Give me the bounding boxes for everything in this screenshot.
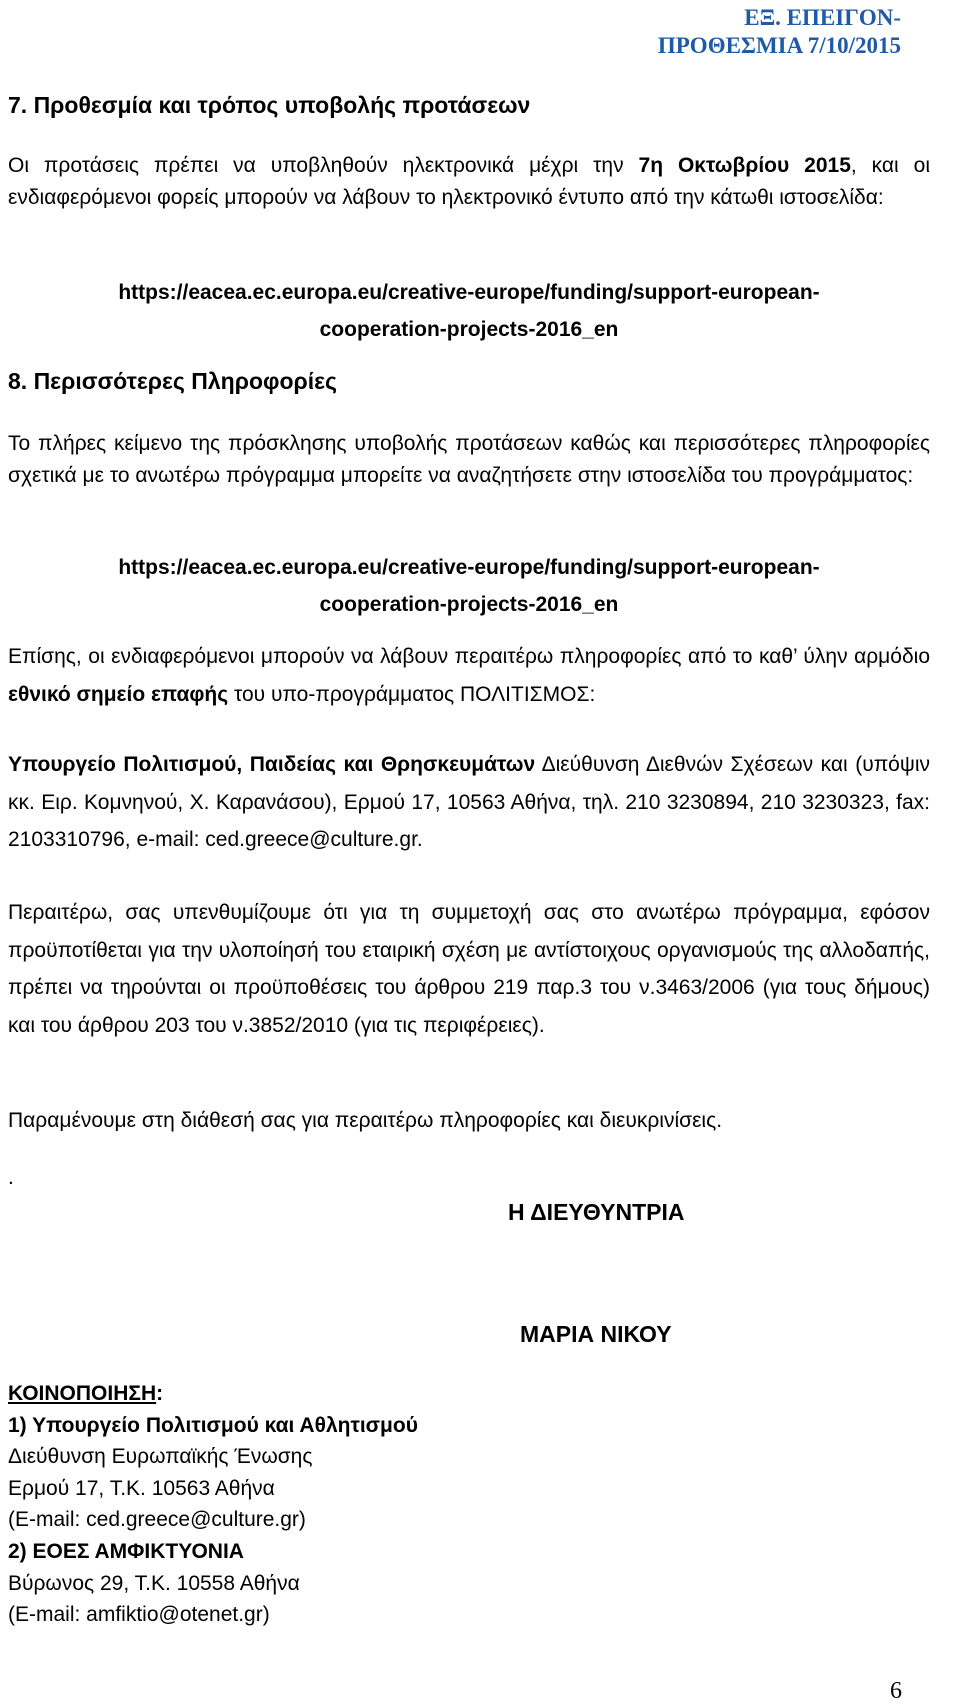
ministry-name: Υπουργείο Πολιτισμού, Παιδείας και Θρησκευμάτων	[8, 753, 536, 776]
distribution-heading: ΚΟΙΝΟΠΟΙΗΣΗ	[8, 1382, 157, 1405]
recipient-2-name: 2) ΕΟΕΣ ΑΜΦΙΚΤΥΟΝΙΑ	[8, 1539, 244, 1563]
section-7-heading: 7. Προθεσμία και τρόπος υποβολής προτάσεων	[8, 92, 531, 118]
urgent-stamp-line-2: ΠΡΟΘΕΣΜΙΑ 7/10/2015	[657, 33, 901, 58]
section-8-body	[8, 428, 930, 492]
recipient-1-line-1: Διεύθυνση Ευρωπαϊκής Ένωσης	[8, 1445, 313, 1469]
urgent-deadline-stamp	[658, 4, 901, 60]
section-7-paragraph	[8, 150, 930, 214]
recipient-1-line-2: Ερμού 17, Τ.Κ. 10563 Αθήνα	[8, 1476, 275, 1500]
section-8-url-link[interactable]	[8, 549, 930, 623]
reminder-block	[8, 894, 930, 1044]
distribution-heading-colon: :	[156, 1382, 164, 1405]
section-8-url-line-1[interactable]: https://eacea.ec.europa.eu/creative-europe/funding/support-european-	[118, 556, 820, 579]
distribution-heading-line	[8, 1378, 418, 1410]
ministry-details: Διεύθυνση Διεθνών Σχέσεων και (υπόψιν κκ. Ειρ. Κομνηνού, Χ. Καρανάσου), Ερμού 17, 10563 Αθήνα, τηλ. 210 3230894, 210 3230323, fax: 2103310796, e-mail: ced.greece@culture.gr.	[8, 753, 930, 851]
ministry-contact-paragraph	[8, 746, 930, 859]
section-8-heading: 8. Περισσότερες Πληροφορίες	[8, 368, 337, 394]
recipient-2-line-1: Βύρωνος 29, Τ.Κ. 10558 Αθήνα	[8, 1571, 300, 1595]
stray-dot: .	[8, 1166, 14, 1189]
section-7-url-line-1[interactable]: https://eacea.ec.europa.eu/creative-europe/funding/support-european-	[118, 281, 820, 304]
section-7-text-after: , και οι ενδιαφερόμενοι φορείς μπορούν να λάβουν το ηλεκτρονικό έντυπο από την κάτωθι ιστοσελίδα:	[8, 154, 930, 209]
recipient-1-line-3: (E-mail: ced.greece@culture.gr)	[8, 1508, 306, 1532]
national-contact-point: εθνικό σημείο επαφής	[8, 682, 229, 706]
ministry-contact-block	[8, 746, 930, 859]
recipient-1-name: 1) Υπουργείο Πολιτισμού και Αθλητισμού	[8, 1413, 418, 1437]
closing-block	[8, 1105, 930, 1137]
section-8-url-line-2[interactable]: cooperation-projects-2016_en	[319, 593, 619, 616]
section-7-body	[8, 150, 930, 214]
deadline-date: 7η Οκτωβρίου 2015	[638, 154, 851, 177]
contact-text-before: Επίσης, οι ενδιαφερόμενοι μπορούν να λάβουν περαιτέρω πληροφορίες από το καθ’ ύλην αρμόδιο	[8, 645, 930, 668]
contact-point-block	[8, 638, 930, 713]
urgent-stamp-line-1: ΕΞ. ΕΠΕΙΓΟΝ-	[744, 5, 901, 30]
section-8-paragraph: Το πλήρες κείμενο της πρόσκλησης υποβολής προτάσεων καθώς και περισσότερες πληροφορίες σχετικά με το ανωτέρω πρόγραμμα μπορείτε να αναζητήσετε στην ιστοσελίδα του προγράμματος:	[8, 432, 930, 487]
signature-name: ΜΑΡΙΑ ΝΙΚΟΥ	[520, 1321, 672, 1347]
contact-text-after: του υπο-προγράμματος ΠΟΛΙΤΙΣΜΟΣ:	[228, 682, 596, 706]
section-7-url-line-2[interactable]: cooperation-projects-2016_en	[319, 318, 619, 341]
section-7-url-link[interactable]	[8, 274, 930, 348]
section-7	[8, 89, 530, 121]
recipient-2-line-2: (E-mail: amfiktio@otenet.gr)	[8, 1603, 270, 1627]
signature-title: Η ΔΙΕΥΘΥΝΤΡΙΑ	[508, 1199, 685, 1225]
page-number: 6	[890, 1678, 902, 1704]
reminder-paragraph: Περαιτέρω, σας υπενθυμίζουμε ότι για τη συμμετοχή σας στο ανωτέρω πρόγραμμα, εφόσον προϋποτίθεται για την υλοποίησή του εταιρική σχέση με αντίστοιχους οργανισμούς της αλλοδαπής, πρέπει να τηρούνται οι προϋποθέσεις του άρθρου 219 παρ.3 του ν.3463/2006 (για τους δήμους) και του άρθρου 203 του ν.3852/2010 (για τις περιφέρειες).	[8, 901, 930, 1037]
distribution-list	[8, 1378, 418, 1631]
closing-sentence: Παραμένουμε στη διάθεσή σας για περαιτέρω πληροφορίες και διευκρινίσεις.	[8, 1109, 723, 1132]
section-8	[8, 365, 337, 397]
contact-point-paragraph	[8, 638, 930, 713]
section-7-text-before: Οι προτάσεις πρέπει να υποβληθούν ηλεκτρονικά μέχρι την	[8, 154, 639, 177]
